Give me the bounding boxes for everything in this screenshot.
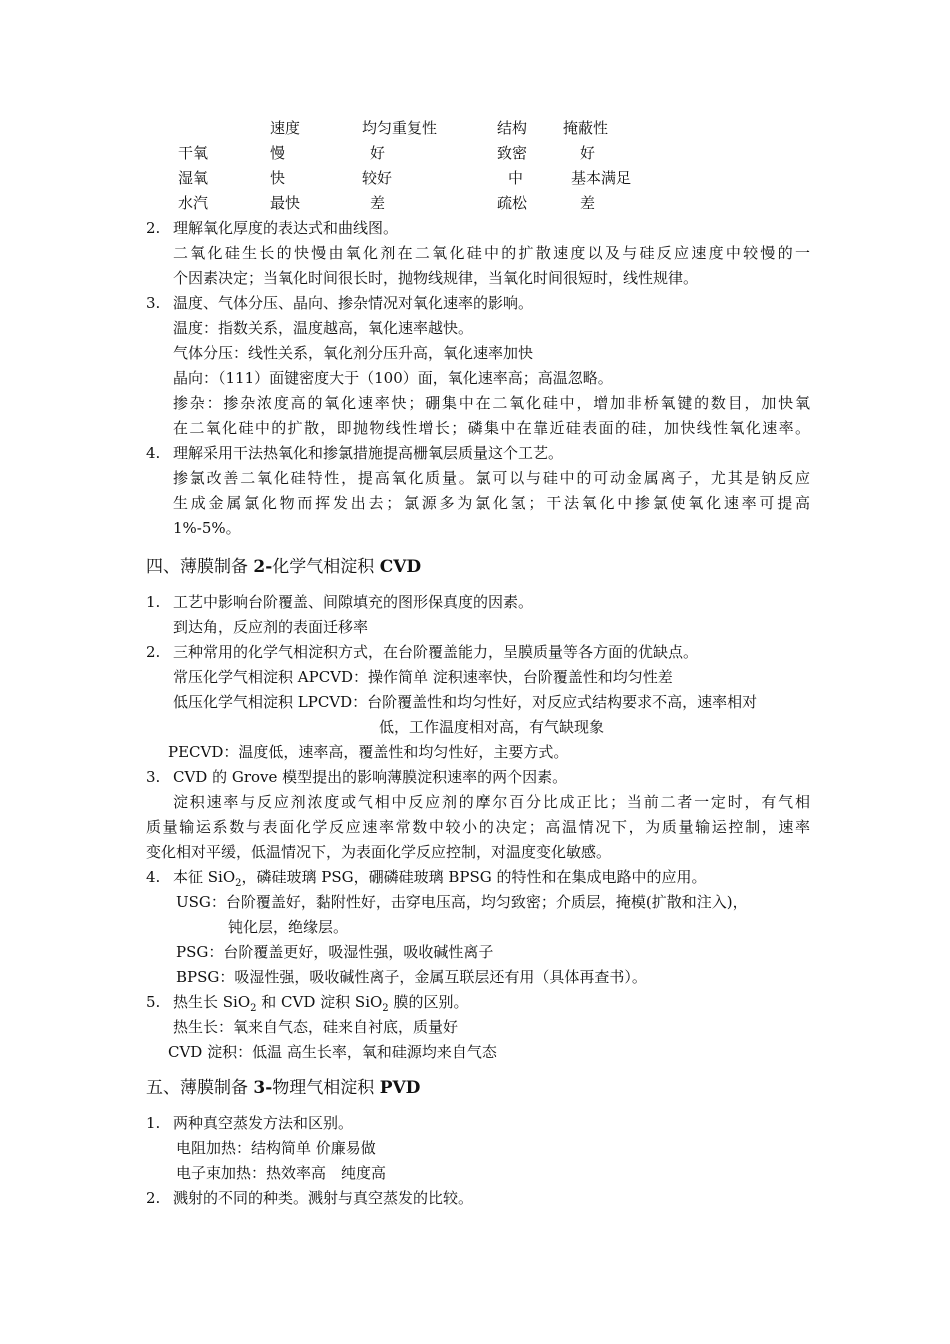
table-cell: 疏松 <box>497 194 528 212</box>
item-number: 3. <box>146 294 161 312</box>
item-answer: BPSG：吸湿性强，吸收碱性离子，金属互联层还有用（具体再查书）。 <box>176 968 647 986</box>
table-header-row <box>178 116 658 141</box>
table-header-cell: 掩蔽性 <box>563 119 609 137</box>
table-cell: 差 <box>370 194 386 212</box>
question-text: 和 CVD 淀积 SiO <box>256 993 383 1011</box>
table-cell: 致密 <box>497 144 528 162</box>
item-number: 1. <box>146 1114 161 1132</box>
item-answer: 变化相对平缓，低温情况下，为表面化学反应控制，对温度变化敏感。 <box>146 843 612 861</box>
table-row <box>178 141 658 166</box>
table-cell: 好 <box>580 144 596 162</box>
heading-text: 四、薄膜制备 <box>146 557 254 577</box>
item-answer: PSG：台阶覆盖更好，吸湿性强，吸收碱性离子 <box>176 943 494 961</box>
table-header-cell: 均匀重复性 <box>362 119 438 137</box>
item-question <box>146 868 707 889</box>
list-item <box>146 640 810 665</box>
table-cell: 水汽 <box>178 194 209 212</box>
table-cell: 好 <box>370 144 386 162</box>
question-text: 膜的区别。 <box>388 993 469 1011</box>
item-answer: 温度：指数关系，温度越高，氧化速率越快。 <box>173 319 474 337</box>
item-answer: 二氧化硅生长的快慢由氧化剂在二氧化硅中的扩散速度以及与硅反应速度中较慢的一 <box>173 244 810 262</box>
pvd-items <box>146 1111 810 1211</box>
item-question: 两种真空蒸发方法和区别。 <box>173 1114 354 1132</box>
list-item <box>146 441 810 466</box>
item-number: 5. <box>146 993 161 1011</box>
table-row <box>178 191 658 216</box>
table-cell: 较好 <box>362 169 393 187</box>
oxidation-items <box>146 216 810 541</box>
item-question: 理解氧化厚度的表达式和曲线图。 <box>173 219 399 237</box>
table-cell: 基本满足 <box>571 169 632 187</box>
oxidation-comparison-table <box>178 116 658 216</box>
item-answer: 掺杂：掺杂浓度高的氧化速率快；硼集中在二氧化硅中，增加非桥氧键的数目，加快氧 <box>173 394 810 412</box>
heading-text: PVD <box>379 1078 421 1098</box>
list-item <box>146 590 810 615</box>
table-cell: 湿氧 <box>178 169 209 187</box>
item-question: 温度、气体分压、晶向、掺杂情况对氧化速率的影响。 <box>173 294 534 312</box>
item-question <box>146 993 469 1014</box>
item-answer: 热生长：氧来自气态，硅来自衬底，质量好 <box>173 1018 459 1036</box>
item-answer: PECVD：温度低，速率高，覆盖性和均匀性好，主要方式。 <box>168 743 569 761</box>
subscript: 2 <box>235 878 242 889</box>
item-answer: 生成金属氯化物而挥发出去；氯源多为氯化氢；干法氧化中掺氯使氧化速率可提高 <box>173 494 810 512</box>
item-answer: 到达角，反应剂的表面迁移率 <box>173 618 369 636</box>
item-answer: 低压化学气相淀积 LPCVD：台阶覆盖性和均匀性好，对反应式结构要求不高，速率相对 <box>173 693 758 711</box>
item-number: 2. <box>146 643 161 661</box>
question-text: 热生长 SiO <box>173 993 251 1011</box>
item-question: 溅射的不同的种类。溅射与真空蒸发的比较。 <box>173 1189 474 1207</box>
table-row <box>178 166 658 191</box>
item-answer: USG：台阶覆盖好，黏附性好，击穿电压高，均匀致密；介质层，掩模(扩散和注入)， <box>176 893 748 911</box>
table-cell: 差 <box>580 194 596 212</box>
item-answer: 掺氯改善二氧化硅特性，提高氧化质量。氯可以与硅中的可动金属离子，尤其是钠反应 <box>173 469 810 487</box>
item-question: 工艺中影响台阶覆盖、间隙填充的图形保真度的因素。 <box>173 593 534 611</box>
question-text: 本征 SiO <box>173 868 236 886</box>
subscript: 2 <box>250 1003 257 1014</box>
item-answer: 低，工作温度相对高，有气缺现象 <box>379 718 605 736</box>
item-answer: 1%-5%。 <box>173 519 241 537</box>
list-item <box>146 990 810 1015</box>
list-item <box>146 765 810 790</box>
table-cell: 干氧 <box>178 144 209 162</box>
list-item <box>146 1111 810 1136</box>
heading-text: 3- <box>253 1078 273 1098</box>
item-answer: 质量输运系数与表面化学反应速率常数中较小的决定；高温情况下，为质量输运控制，速率 <box>146 818 810 836</box>
item-answer: 个因素决定；当氧化时间很长时，抛物线规律，当氧化时间很短时，线性规律。 <box>173 269 699 287</box>
item-answer: 气体分压：线性关系，氧化剂分压升高，氧化速率加快 <box>173 344 534 362</box>
section-heading-cvd <box>146 552 421 577</box>
item-number: 1. <box>146 593 161 611</box>
item-number: 4. <box>146 868 161 886</box>
table-cell: 快 <box>270 169 286 187</box>
table-header-cell: 速度 <box>270 119 301 137</box>
cvd-items <box>146 590 810 1065</box>
item-number: 2. <box>146 219 161 237</box>
item-answer: 淀积速率与反应剂浓度或气相中反应剂的摩尔百分比成正比；当前二者一定时，有气相 <box>173 793 810 811</box>
heading-text: 2- <box>253 557 273 577</box>
subscript: 2 <box>382 1003 389 1014</box>
question-text: ，磷硅玻璃 PSG，硼磷硅玻璃 BPSG 的特性和在集成电路中的应用。 <box>241 868 707 886</box>
list-item <box>146 216 810 241</box>
item-number: 2. <box>146 1189 161 1207</box>
item-number: 4. <box>146 444 161 462</box>
item-answer: 电阻加热：结构简单 价廉易做 <box>176 1139 376 1157</box>
heading-text: CVD <box>379 557 422 577</box>
list-item <box>146 1186 810 1211</box>
item-answer: 在二氧化硅中的扩散，即抛物线性增长；磷集中在靠近硅表面的硅，加快线性氧化速率。 <box>173 419 810 437</box>
table-cell: 中 <box>508 169 524 187</box>
item-question: 三种常用的化学气相淀积方式，在台阶覆盖能力，呈膜质量等各方面的优缺点。 <box>173 643 699 661</box>
item-number: 3. <box>146 768 161 786</box>
item-answer: CVD 淀积：低温 高生长率，氧和硅源均来自气态 <box>168 1043 497 1061</box>
heading-text: 五、薄膜制备 <box>146 1078 254 1098</box>
section-heading-pvd <box>146 1073 420 1098</box>
table-header-cell: 结构 <box>497 119 528 137</box>
table-cell: 最快 <box>270 194 301 212</box>
item-question: 理解采用干法热氧化和掺氯措施提高栅氧层质量这个工艺。 <box>173 444 564 462</box>
item-answer: 晶向：（111）面键密度大于（100）面，氧化速率高；高温忽略。 <box>173 369 613 387</box>
item-answer: 钝化层，绝缘层。 <box>228 918 349 936</box>
item-question: CVD 的 Grove 模型提出的影响薄膜淀积速率的两个因素。 <box>173 768 568 786</box>
item-answer: 电子束加热：热效率高 纯度高 <box>176 1164 387 1182</box>
list-item <box>146 865 810 890</box>
item-answer: 常压化学气相淀积 APCVD：操作简单 淀积速率快，台阶覆盖性和均匀性差 <box>173 668 673 686</box>
heading-text: 化学气相淀积 <box>272 557 380 577</box>
heading-text: 物理气相淀积 <box>272 1078 380 1098</box>
list-item <box>146 291 810 316</box>
table-cell: 慢 <box>270 144 286 162</box>
